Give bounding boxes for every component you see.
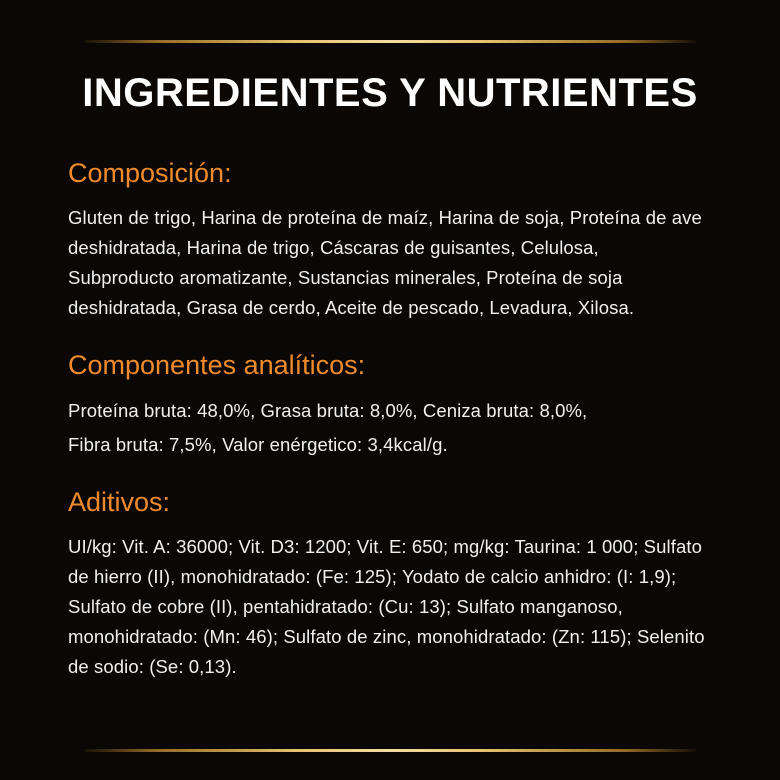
section-heading-composicion: Composición:: [68, 158, 232, 188]
section-body-componentes-analiticos-line-1: Proteína bruta: 48,0%, Grasa bruta: 8,0%, Ceniza bruta: 8,0%,: [68, 399, 588, 421]
section-componentes-analiticos: [60, 349, 720, 459]
section-composicion: [60, 157, 720, 323]
content-area: [60, 43, 720, 682]
section-heading-aditivos: Aditivos:: [68, 486, 171, 517]
bottom-divider: [84, 749, 696, 752]
section-heading-componentes-analiticos: Componentes analíticos:: [68, 350, 366, 381]
page-title: INGREDIENTES Y NUTRIENTES: [82, 71, 698, 115]
section-body-composicion: Gluten de trigo, Harina de proteína de maíz, Harina de soja, Proteína de ave deshidratada, Harina de trigo, Cáscaras de guisantes, Celulosa, Subproducto aromatizante, Sustancias minerales, Proteína de soja deshidratada, Grasa de cerdo, Aceite de pescado, Levadura, Xilosa.: [68, 207, 702, 319]
section-body-componentes-analiticos-line-2: Fibra bruta: 7,5%, Valor enérgetico: 3,4kcal/g.: [68, 433, 448, 455]
section-aditivos: [60, 486, 720, 682]
section-body-aditivos: UI/kg: Vit. A: 36000; Vit. D3: 1200; Vit. E: 650; mg/kg: Taurina: 1 000; Sulfato de hierro (II), monohidratado: (Fe: 125); Yodato de calcio anhidro: (I: 1,9); Sulfato de cobre (II), pentahidratado: (Cu: 13); Sulfato manganoso, monohidratado: (Mn: 46); Sulfato de zinc, monohidratado: (Zn: 115); Selenito de sodio: (Se: 0,13).: [68, 535, 705, 677]
